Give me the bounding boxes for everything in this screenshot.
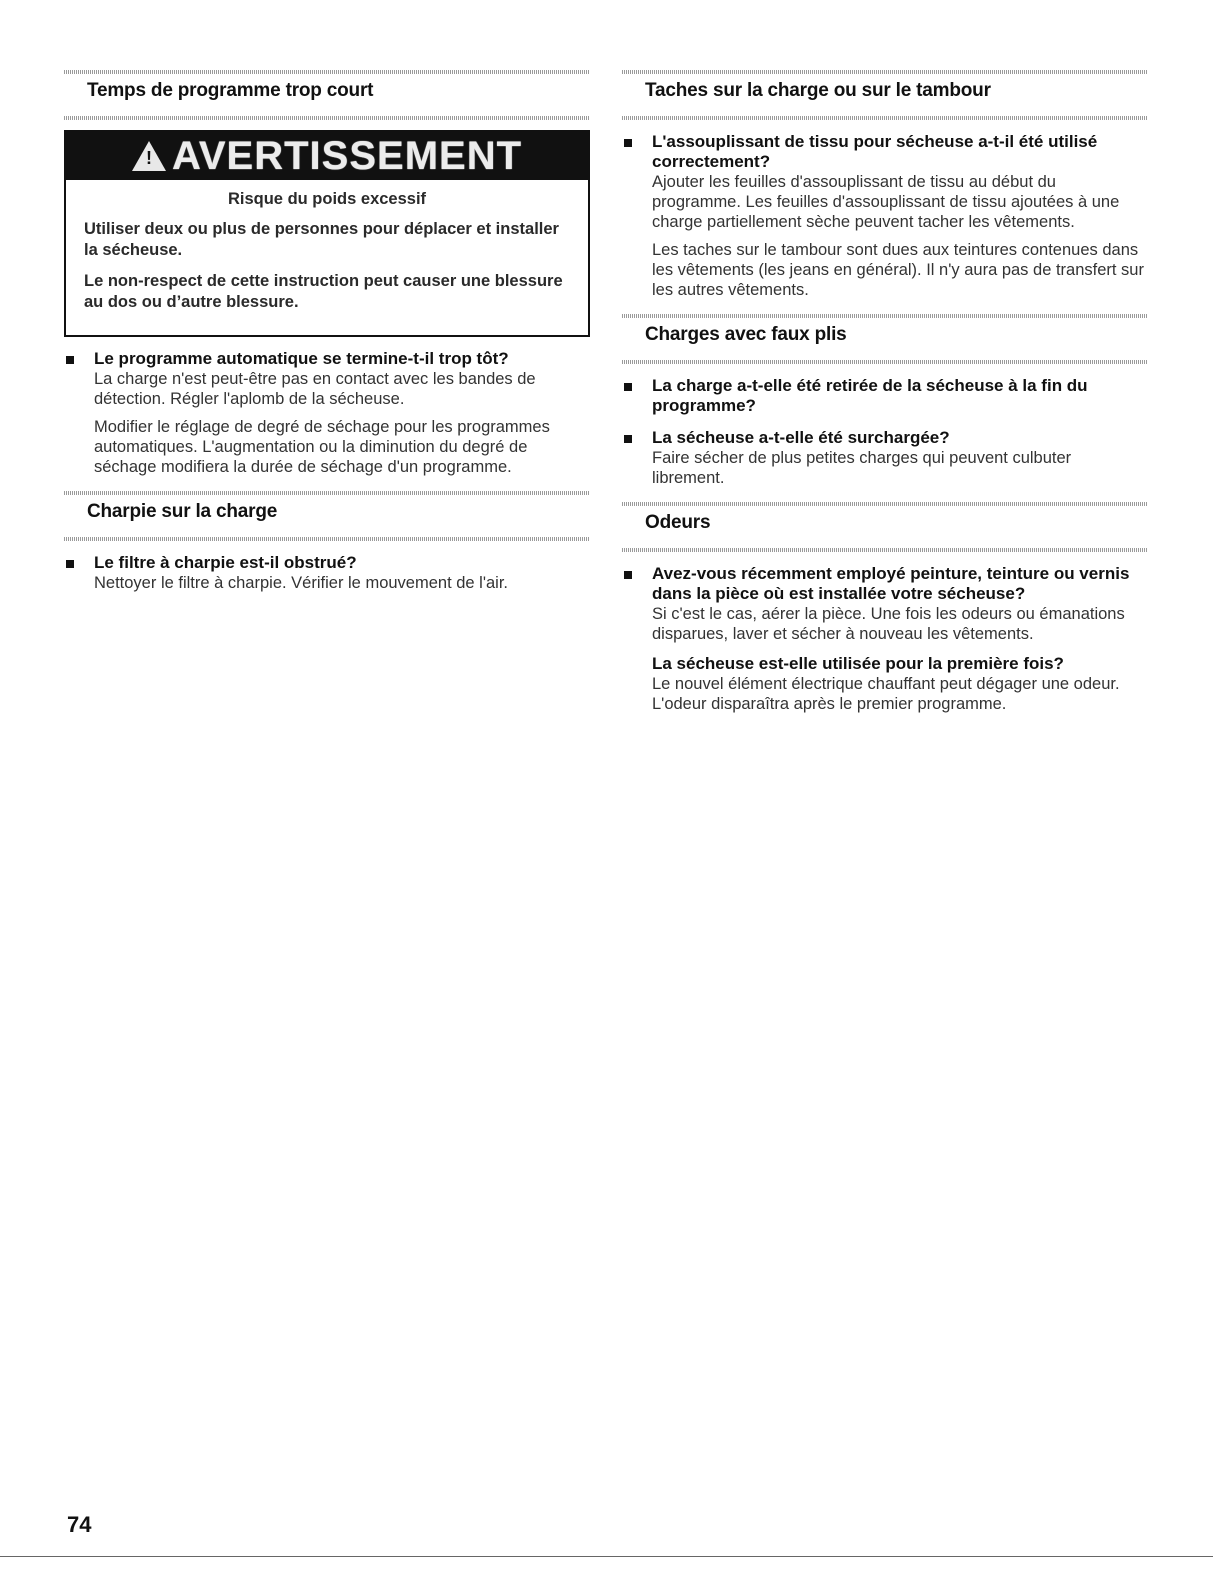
footer-rule	[0, 1556, 1213, 1557]
list-item	[622, 564, 1148, 714]
right-column	[622, 70, 1148, 714]
dotted-rule	[622, 70, 1148, 74]
warning-instruction: Utiliser deux ou plus de personnes pour déplacer et installer la sécheuse.	[84, 220, 559, 259]
item-answer: Le nouvel élément électrique chauffant peut dégager une odeur. L'odeur disparaîtra après le premier programme.	[652, 675, 1120, 713]
dotted-rule	[622, 116, 1148, 120]
warning-triangle-icon: !	[132, 141, 166, 171]
warning-subtitle: Risque du poids excessif	[227, 190, 427, 208]
item-answer: Ajouter les feuilles d'assouplissant de tissu au début du programme. Les feuilles d'assouplissant de tissu ajoutées à une charge partiellement sèche peuvent tacher les vêtements.	[652, 173, 1120, 231]
warning-banner-title: AVERTISSEMENT	[171, 133, 523, 178]
section-title: Taches sur la charge ou sur le tambour	[645, 80, 991, 101]
item-question: Le programme automatique se termine-t-il trop tôt?	[94, 349, 509, 368]
warning-box	[64, 130, 590, 337]
section-header	[64, 70, 590, 120]
dotted-rule	[64, 491, 590, 495]
item-answer: Si c'est le cas, aérer la pièce. Une fois les odeurs ou émanations disparues, laver et sécher à nouveau les vêtements.	[652, 605, 1125, 643]
dotted-rule	[64, 537, 590, 541]
list-item	[622, 376, 1148, 416]
dotted-rule	[622, 360, 1148, 364]
section-header	[622, 502, 1148, 552]
item-question: Le filtre à charpie est-il obstrué?	[94, 553, 357, 572]
list-item	[64, 349, 590, 477]
section-header	[622, 314, 1148, 364]
square-bullet-icon	[624, 435, 632, 443]
section-title: Temps de programme trop court	[87, 80, 374, 101]
item-answer: Nettoyer le filtre à charpie. Vérifier le mouvement de l'air.	[94, 574, 508, 592]
item-answer: Faire sécher de plus petites charges qui peuvent culbuter librement.	[652, 449, 1072, 487]
list-item	[622, 132, 1148, 300]
square-bullet-icon	[624, 139, 632, 147]
warning-consequence: Le non-respect de cette instruction peut causer une blessure au dos ou d’autre blessure.	[84, 272, 563, 311]
dotted-rule	[64, 116, 590, 120]
dotted-rule	[622, 314, 1148, 318]
item-question: La charge a-t-elle été retirée de la sécheuse à la fin du programme?	[652, 376, 1088, 415]
section-title: Charpie sur la charge	[87, 501, 278, 522]
item-answer: Modifier le réglage de degré de séchage pour les programmes automatiques. L'augmentation ou la diminution du degré de séchage modifiera la durée de séchage d'un programme.	[94, 418, 550, 476]
left-column	[64, 70, 590, 593]
item-question: L'assouplissant de tissu pour sécheuse a-t-il été utilisé correctement?	[652, 132, 1098, 171]
square-bullet-icon	[624, 571, 632, 579]
list-item	[64, 553, 590, 593]
item-question: La sécheuse a-t-elle été surchargée?	[652, 428, 950, 447]
section-header	[622, 70, 1148, 120]
dotted-rule	[64, 70, 590, 74]
item-question: Avez-vous récemment employé peinture, teinture ou vernis dans la pièce où est installée votre sécheuse?	[652, 564, 1130, 603]
square-bullet-icon	[66, 356, 74, 364]
section-title: Odeurs	[645, 512, 711, 533]
list-item	[622, 428, 1148, 488]
square-bullet-icon	[624, 383, 632, 391]
dotted-rule	[622, 548, 1148, 552]
warning-banner	[66, 132, 588, 180]
item-answer: Les taches sur le tambour sont dues aux teintures contenues dans les vêtements (les jeans en général). Il n'y aura pas de transfert sur les autres vêtements.	[652, 241, 1144, 299]
item-subquestion: La sécheuse est-elle utilisée pour la première fois?	[652, 654, 1064, 673]
section-header	[64, 491, 590, 541]
section-title: Charges avec faux plis	[645, 324, 847, 345]
item-answer: La charge n'est peut-être pas en contact avec les bandes de détection. Régler l'aplomb de la sécheuse.	[94, 370, 536, 408]
dotted-rule	[622, 502, 1148, 506]
page-number: 74	[67, 1512, 92, 1537]
square-bullet-icon	[66, 560, 74, 568]
